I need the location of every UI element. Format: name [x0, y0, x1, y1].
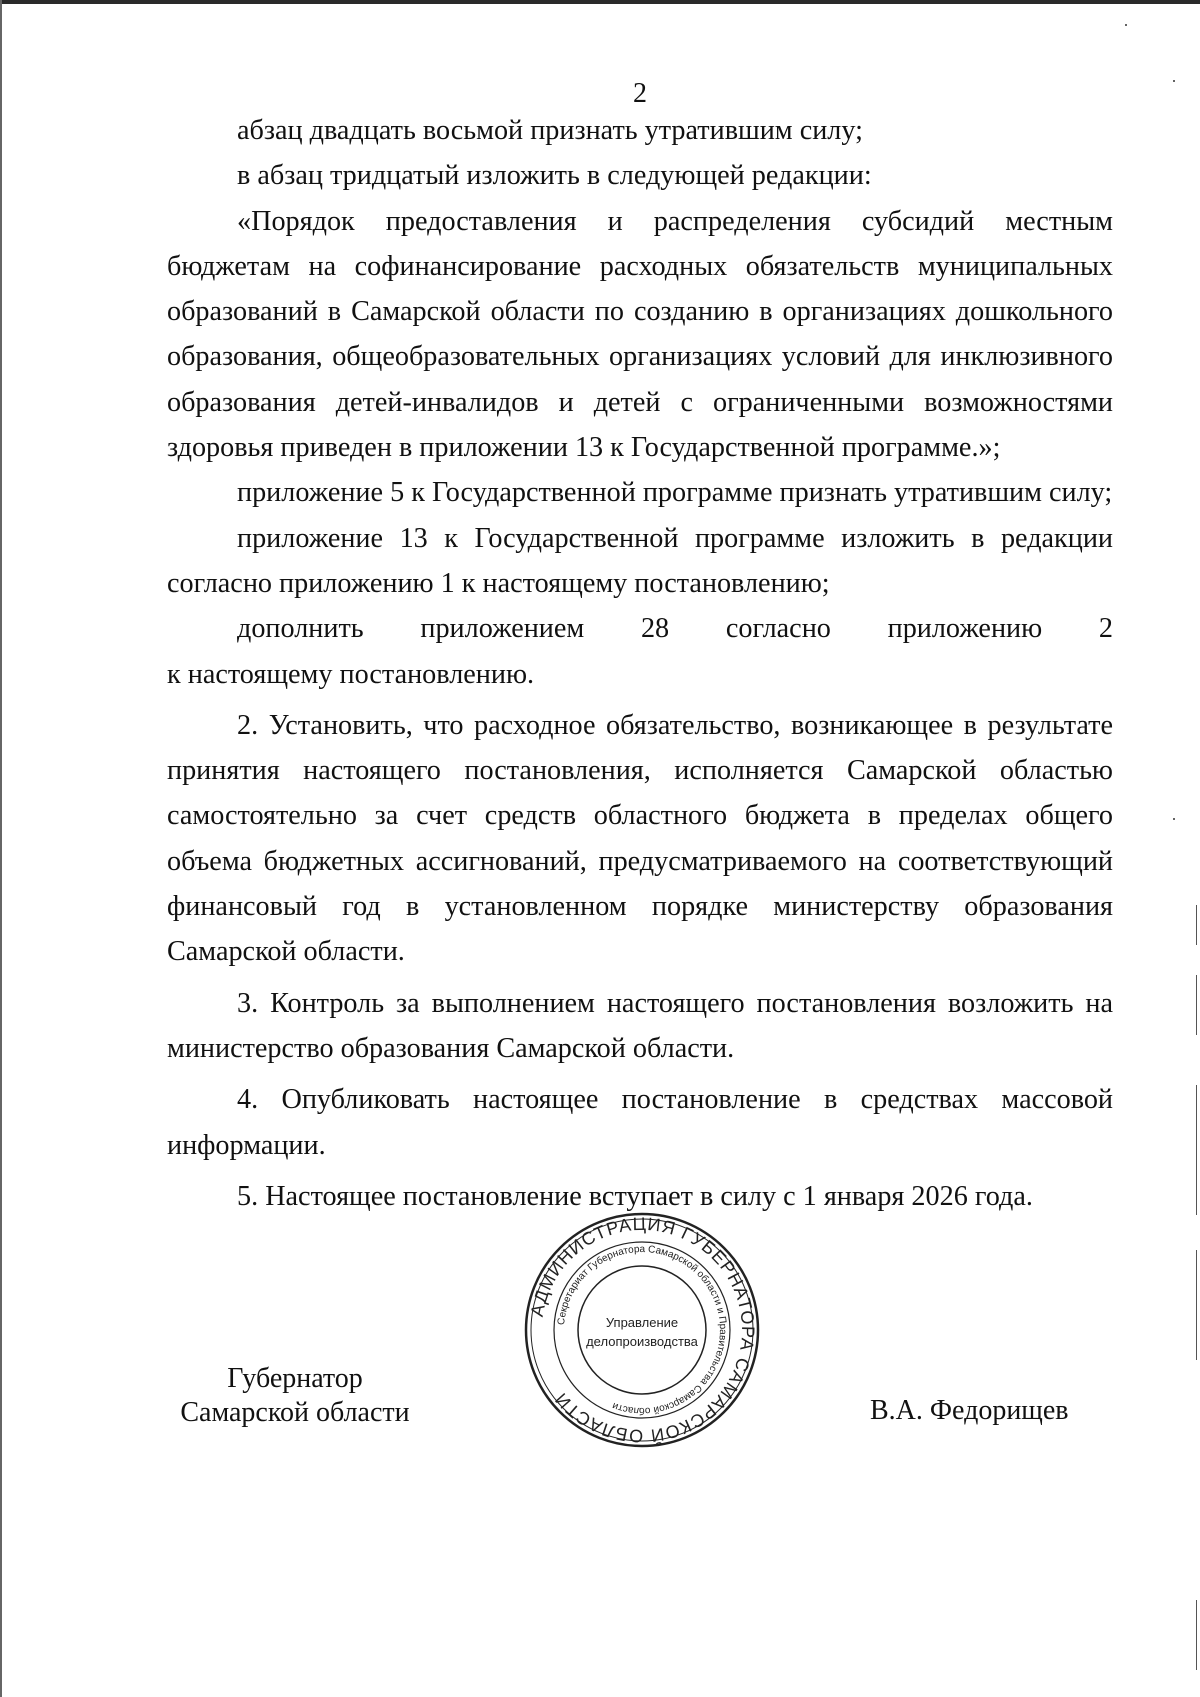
position-line: Губернатор	[227, 1363, 363, 1394]
scan-speck	[1125, 24, 1127, 26]
scan-artifact	[1196, 975, 1197, 1035]
paragraph: 2. Установить, что расходное обязательство, возникающее в результате принятия настоящего постановления, исполняется Самарской областью самостоятельно за счет средств областного бюджета в пределах общего объема бюджетных ассигнований, предусматриваемого на соответствующий финансовый год в установленном порядке министерству образования Самарской области.	[167, 709, 1113, 968]
paragraph: приложение 13 к Государственной программе изложить в редакции согласно приложению 1 к настоящему постановлению;	[167, 522, 1113, 599]
scan-artifact	[1196, 1085, 1197, 1215]
seal-middle-text-path: Секретариат Губернатора Самарской области и Правительства Самарской области	[556, 1243, 729, 1417]
document-body	[167, 108, 1113, 1219]
official-seal	[522, 1210, 762, 1450]
paragraph: «Порядок предоставления и распределения субсидий местным бюджетам на софинансирование расходных обязательств муниципальных образований в Самарской области по созданию в организациях дошкольного образования, общеобразовательных организациях условий для инклюзивного образования детей-инвалидов и детей с ограниченными возможностями здоровья приведен в приложении 13 к Государственной программе.»;	[167, 205, 1113, 464]
scan-left-border	[0, 0, 2, 1697]
paragraph: абзац двадцать восьмой признать утратившим силу;	[237, 115, 863, 146]
scan-speck	[1173, 818, 1175, 820]
scan-artifact	[1196, 905, 1197, 945]
paragraph: приложение 5 к Государственной программе признать утратившим силу;	[237, 477, 1113, 509]
signatory-position	[150, 1362, 440, 1430]
paragraph-second-line: к настоящему постановлению.	[167, 658, 535, 690]
paragraph-first-line: дополнить приложением 28 согласно приложению 2	[237, 613, 1113, 645]
page-number: 2	[633, 78, 647, 109]
position-line: Самарской области	[180, 1397, 410, 1428]
scan-top-border	[0, 0, 1200, 4]
scan-artifact	[1196, 1600, 1197, 1670]
seal-outer-text-path: АДМИНИСТРАЦИЯ ГУБЕРНАТОРА САМАРСКОЙ ОБЛАСТИ	[526, 1213, 759, 1447]
paragraph: в абзац тридцатый изложить в следующей редакции:	[237, 160, 872, 192]
signatory-name: В.А. Федорищев	[870, 1395, 1069, 1426]
seal-middle-text	[556, 1244, 728, 1417]
paragraph: 3. Контроль за выполнением настоящего постановления возложить на министерство образования Самарской области.	[167, 987, 1113, 1064]
scan-artifact	[1196, 1250, 1197, 1360]
paragraph: 5. Настоящее постановление вступает в силу с 1 января 2026 года.	[237, 1180, 1033, 1212]
paragraph: 4. Опубликовать настоящее постановление в средствах массовой информации.	[167, 1084, 1113, 1161]
seal-center-line: Управление	[605, 1315, 679, 1330]
seal-center-line: делопроизводства	[586, 1334, 698, 1349]
